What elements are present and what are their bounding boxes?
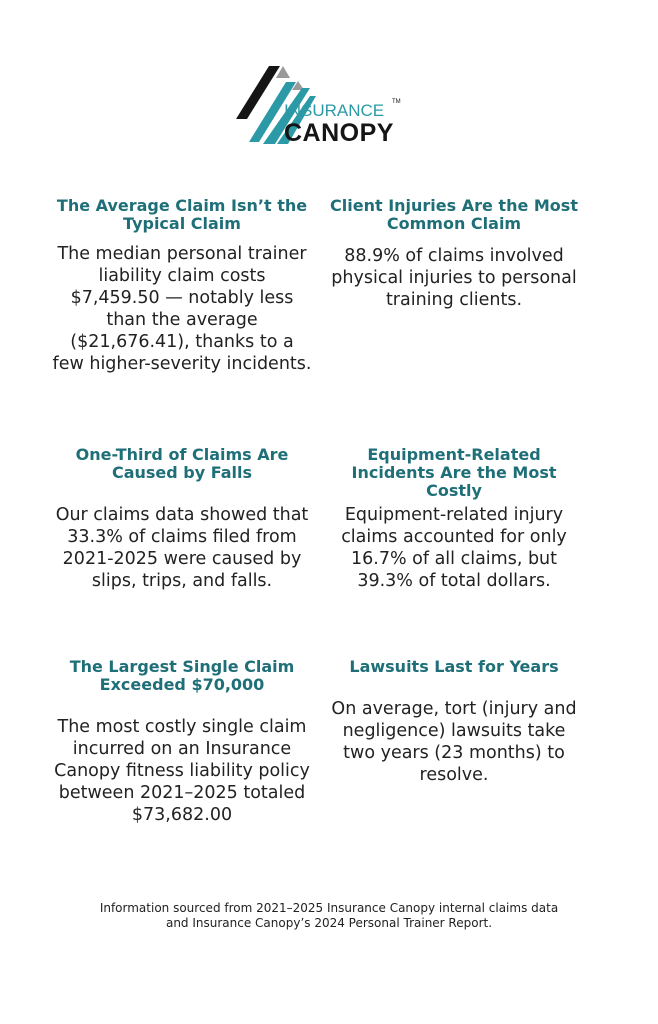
fact-client-injuries	[324, 197, 584, 311]
fact-title: One-Third of Claims Are Caused by Falls	[75, 445, 289, 482]
fact-title: The Average Claim Isn’t the Typical Claim	[56, 196, 308, 233]
logo-trademark: TM	[392, 99, 401, 105]
source-note: Information sourced from 2021–2025 Insurance Canopy internal claims data and Insurance Canopy’s 2024 Personal Trainer Report.	[99, 901, 559, 930]
logo-wordmark-bottom: CANOPY	[284, 119, 394, 147]
fact-body: On average, tort (injury and negligence) lawsuits take two years (23 months) to resolve.	[331, 699, 577, 785]
fact-body: 88.9% of claims involved physical injuries to personal training clients.	[331, 246, 577, 310]
fact-falls	[52, 446, 312, 592]
fact-median-claim	[52, 197, 312, 375]
fact-largest-claim	[52, 658, 312, 826]
fact-title: Equipment-Related Incidents Are the Most Costly	[351, 445, 557, 500]
fact-title: The Largest Single Claim Exceeded $70,000	[69, 657, 295, 694]
fact-title: Client Injuries Are the Most Common Claim	[330, 196, 578, 233]
fact-body: The most costly single claim incurred on an Insurance Canopy fitness liability policy between 2021–2025 totaled $73,682.00	[54, 717, 310, 825]
fact-equipment-incidents	[324, 446, 584, 592]
fact-body: Equipment-related injury claims accounted for only 16.7% of all claims, but 39.3% of total dollars.	[341, 505, 567, 591]
fact-body: The median personal trainer liability claim costs $7,459.50 — notably less than the average ($21,676.41), thanks to a few higher-severity incidents.	[52, 244, 312, 374]
insurance-canopy-logo	[236, 64, 408, 150]
fact-lawsuit-duration	[324, 658, 584, 786]
fact-title: Lawsuits Last for Years	[349, 657, 559, 676]
fact-body: Our claims data showed that 33.3% of claims filed from 2021-2025 were caused by slips, trips, and falls.	[55, 505, 309, 591]
logo-wordmark-top: INSURANCE	[284, 101, 385, 120]
